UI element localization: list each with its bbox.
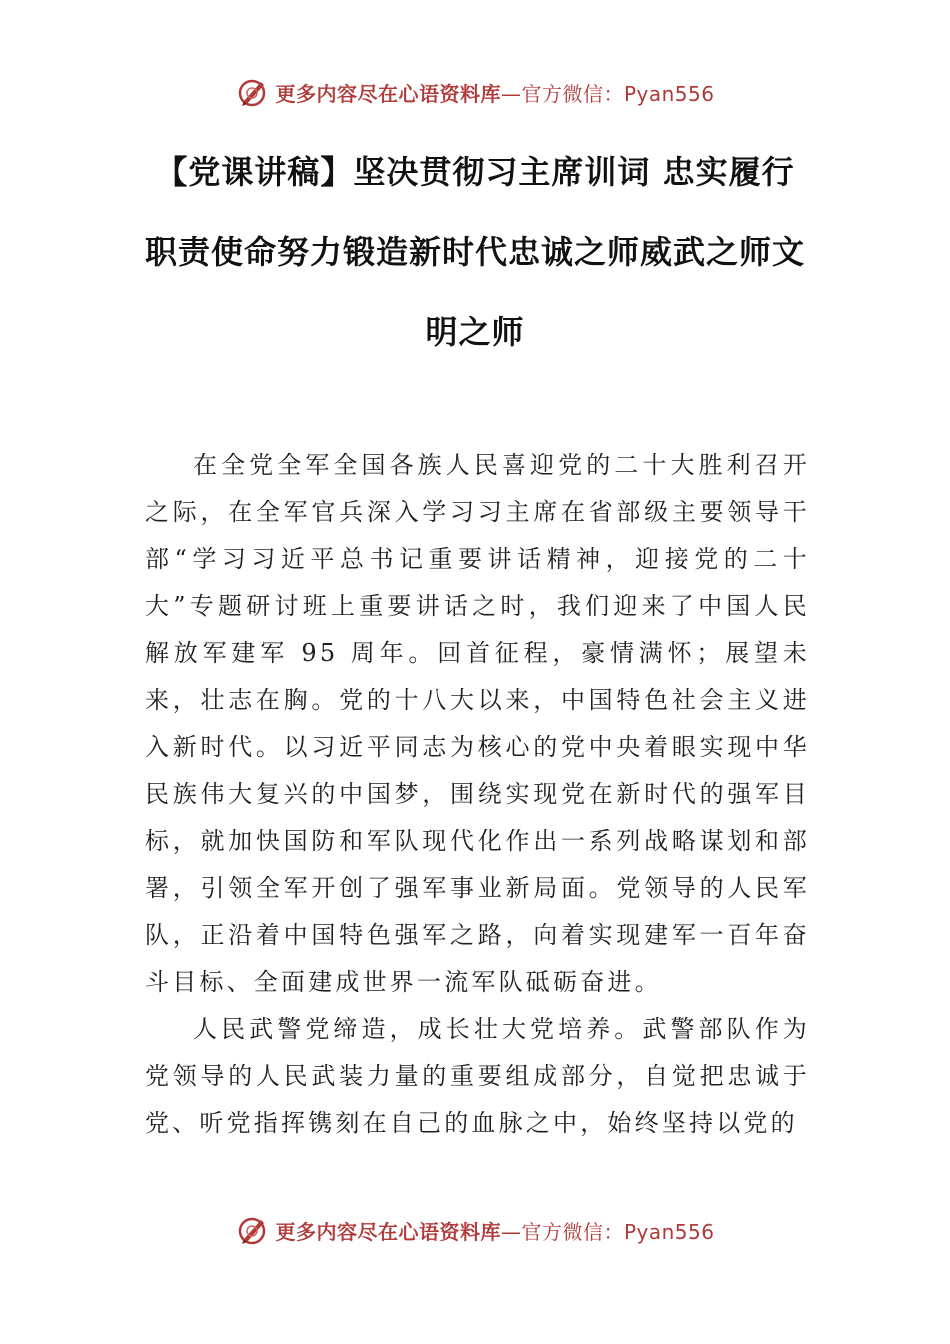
header-watermark-brand: 更多内容尽在心语资料库	[275, 81, 501, 106]
header-watermark-wechat: —官方微信：Pyan556	[500, 81, 715, 106]
pen-circle-icon	[235, 75, 269, 109]
footer-watermark-brand: 更多内容尽在心语资料库	[275, 1219, 501, 1244]
document-body	[145, 442, 810, 1147]
header-watermark	[0, 72, 950, 112]
footer-watermark	[0, 1210, 950, 1250]
paragraph: 在全党全军全国各族人民喜迎党的二十大胜利召开之际，在全军官兵深入学习习主席在省部级主要领导干部“学习习近平总书记重要讲话精神，迎接党的二十大”专题研讨班上重要讲话之时，我们迎来了中国人民解放军建军 95 周年。回首征程，豪情满怀；展望未来，壮志在胸。党的十八大以来，中国特色社会主义进入新时代。以习近平同志为核心的党中央着眼实现中华民族伟大复兴的中国梦，围绕实现党在新时代的强军目标，就加快国防和军队现代化作出一系列战略谋划和部署，引领全军开创了强军事业新局面。党领导的人民军队，正沿着中国特色强军之路，向着实现建军一百年奋斗目标、全面建成世界一流军队砥砺奋进。	[145, 451, 810, 996]
paragraph: 人民武警党缔造，成长壮大党培养。武警部队作为党领导的人民武装力量的重要组成部分，自觉把忠诚于党、听党指挥镌刻在自己的血脉之中，始终坚持以党的	[145, 1015, 810, 1137]
header-watermark-text	[275, 78, 714, 107]
footer-watermark-wechat: —官方微信：Pyan556	[500, 1219, 715, 1244]
footer-watermark-text	[275, 1216, 714, 1245]
document-title: 【党课讲稿】坚决贯彻习主席训词 忠实履行职责使命努力锻造新时代忠诚之师威武之师文明之师	[144, 153, 805, 351]
pen-circle-icon	[235, 1213, 269, 1247]
